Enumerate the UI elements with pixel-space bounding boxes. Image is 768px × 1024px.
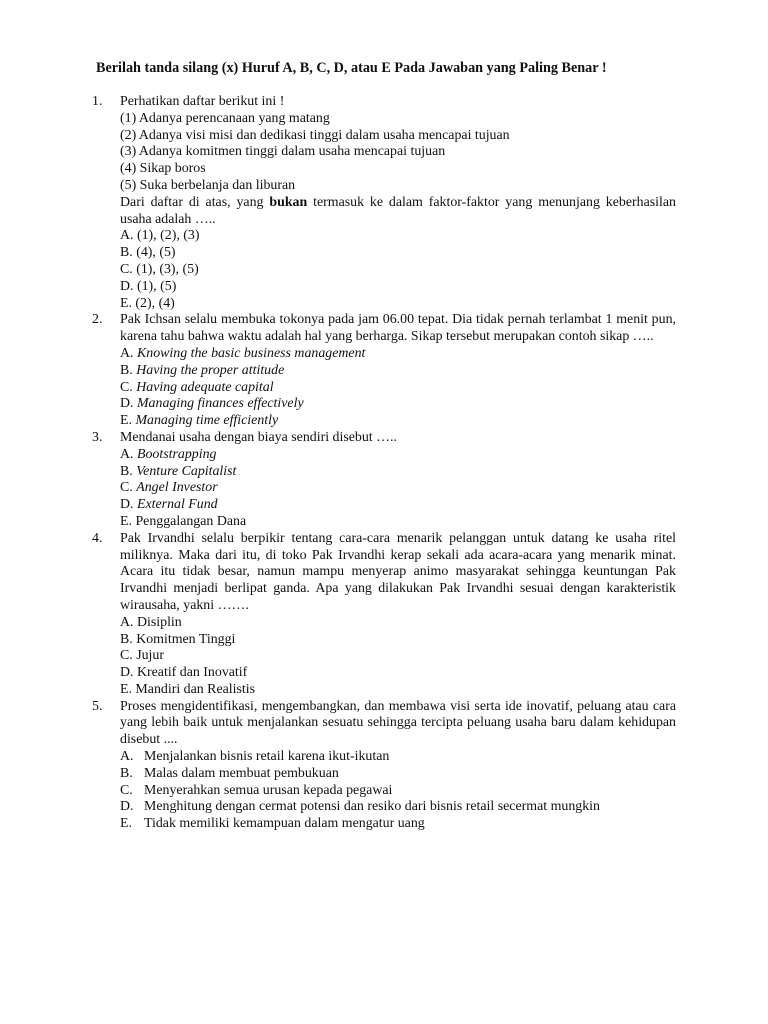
instruction-heading: Berilah tanda silang (x) Huruf A, B, C, D, atau E Pada Jawaban yang Paling Benar ! bbox=[96, 60, 607, 76]
question-stem: Mendanai usaha dengan biaya sendiri disebut ….. bbox=[120, 429, 397, 445]
option-text: Managing time efficiently bbox=[135, 413, 279, 429]
option-text: Menghitung dengan cermat potensi dan resiko dari bisnis retail secermat mungkin bbox=[144, 799, 600, 815]
option-text: Bootstrapping bbox=[136, 446, 217, 462]
answer-option-a[interactable] bbox=[120, 447, 676, 464]
option-letter: C. bbox=[120, 782, 133, 798]
option-letter: A. bbox=[120, 345, 137, 361]
answer-option-d[interactable]: D. (1), (5) bbox=[120, 278, 177, 294]
question-stem bbox=[120, 195, 676, 229]
option-text: Venture Capitalist bbox=[136, 463, 237, 479]
option-text: Managing finances effectively bbox=[136, 396, 304, 412]
answer-option-e[interactable]: E. (2), (4) bbox=[120, 295, 175, 311]
answer-option-e[interactable] bbox=[120, 514, 676, 531]
option-letter: E. bbox=[120, 816, 132, 832]
answer-option-a[interactable]: A. Disiplin bbox=[120, 614, 182, 630]
option-letter: E. bbox=[120, 513, 136, 529]
answer-option-c[interactable] bbox=[120, 783, 676, 800]
list-item: (1) Adanya perencanaan yang matang bbox=[120, 110, 330, 126]
option-text: Tidak memiliki kemampuan dalam mengatur uang bbox=[144, 816, 425, 832]
answer-option-b[interactable] bbox=[120, 464, 676, 481]
answer-option-c[interactable] bbox=[120, 480, 676, 497]
answer-option-b[interactable]: B. Komitmen Tinggi bbox=[120, 631, 236, 647]
stem-text: Dari daftar di atas, yang bbox=[120, 194, 270, 210]
option-text: Menyerahkan semua urusan kepada pegawai bbox=[144, 782, 393, 798]
question-5 bbox=[92, 699, 676, 833]
option-text: Knowing the basic business management bbox=[136, 345, 366, 361]
list-item: (5) Suka berbelanja dan liburan bbox=[120, 177, 296, 193]
answer-option-c[interactable]: C. (1), (3), (5) bbox=[120, 261, 199, 277]
option-letter: C. bbox=[120, 379, 137, 395]
answer-option-d[interactable]: D. Kreatif dan Inovatif bbox=[120, 665, 248, 681]
question-1 bbox=[92, 94, 676, 312]
option-letter: D. bbox=[120, 799, 134, 815]
question-number: 5. bbox=[92, 698, 103, 714]
answer-option-c[interactable]: C. Jujur bbox=[120, 648, 164, 664]
question-stem: Pak Irvandhi selalu berpikir tentang cara-cara menarik pelanggan untuk datang ke usaha ritel miliknya. Maka dari itu, di toko Pak Irvandhi kerap sekali ada acara-acara yang menarik minat. Acara itu tidak besar, namun mampu menyerap animo masyarakat sehingga keuntungan Pak Irvandhi menjadi berlipat ganda. Apa yang dilakukan Pak Irvandhi sesuai dengan karakteristik wirausaha, yakni ……. bbox=[120, 530, 676, 613]
question-number: 1. bbox=[92, 94, 103, 109]
option-letter: D. bbox=[120, 497, 137, 513]
option-letter: C. bbox=[120, 480, 137, 496]
question-number: 4. bbox=[92, 530, 103, 546]
option-letter: B. bbox=[120, 765, 133, 781]
question-3 bbox=[92, 430, 676, 531]
option-text: Having the proper attitude bbox=[136, 362, 285, 378]
answer-option-d[interactable] bbox=[120, 497, 676, 514]
answer-option-e[interactable]: E. Mandiri dan Realistis bbox=[120, 681, 256, 697]
option-text: External Fund bbox=[136, 497, 218, 513]
answer-option-c[interactable] bbox=[120, 380, 676, 397]
option-letter: E. bbox=[120, 413, 136, 429]
option-letter: A. bbox=[120, 749, 134, 765]
option-text: Angel Investor bbox=[136, 480, 218, 496]
answer-option-e[interactable] bbox=[120, 816, 676, 833]
stem-emphasis: bukan bbox=[269, 194, 308, 210]
answer-option-b[interactable]: B. (4), (5) bbox=[120, 245, 176, 261]
question-number: 2. bbox=[92, 312, 103, 328]
question-4 bbox=[92, 531, 676, 699]
answer-option-d[interactable] bbox=[120, 799, 676, 816]
answer-option-a[interactable] bbox=[120, 346, 676, 363]
option-text: Penggalangan Dana bbox=[135, 513, 247, 529]
answer-option-b[interactable] bbox=[120, 766, 676, 783]
question-list bbox=[92, 94, 676, 833]
option-text: Malas dalam membuat pembukuan bbox=[144, 765, 339, 781]
answer-option-a[interactable] bbox=[120, 749, 676, 766]
question-stem: Pak Ichsan selalu membuka tokonya pada jam 06.00 tepat. Dia tidak pernah terlambat 1 menit pun, karena tahu bahwa waktu adalah hal yang berharga. Sikap tersebut merupakan contoh sikap ….. bbox=[120, 312, 676, 345]
option-text: Having adequate capital bbox=[136, 379, 274, 395]
question-number: 3. bbox=[92, 429, 103, 445]
list-item: (4) Sikap boros bbox=[120, 161, 206, 177]
answer-option-d[interactable] bbox=[120, 396, 676, 413]
option-letter: D. bbox=[120, 396, 137, 412]
answer-option-e[interactable] bbox=[120, 413, 676, 430]
option-text: Menjalankan bisnis retail karena ikut-ikutan bbox=[144, 749, 390, 765]
option-letter: B. bbox=[120, 362, 137, 378]
answer-option-a[interactable]: A. (1), (2), (3) bbox=[120, 228, 200, 244]
list-item: (3) Adanya komitmen tinggi dalam usaha mencapai tujuan bbox=[120, 144, 446, 160]
stem-text: termasuk ke dalam faktor-faktor yang menunjang keberhasilan usaha adalah ….. bbox=[120, 194, 676, 227]
option-letter: A. bbox=[120, 446, 137, 462]
option-letter: B. bbox=[120, 463, 137, 479]
answer-option-b[interactable] bbox=[120, 363, 676, 380]
question-intro: Perhatikan daftar berikut ini ! bbox=[120, 94, 285, 109]
question-stem: Proses mengidentifikasi, mengembangkan, dan membawa visi serta ide inovatif, peluang atau cara yang lebih baik untuk menjalankan sesuatu sehingga tercipta peluang usaha baru dalam kehidupan disebut .... bbox=[120, 698, 676, 748]
list-item: (2) Adanya visi misi dan dedikasi tinggi dalam usaha mencapai tujuan bbox=[120, 127, 510, 143]
question-2 bbox=[92, 312, 676, 430]
